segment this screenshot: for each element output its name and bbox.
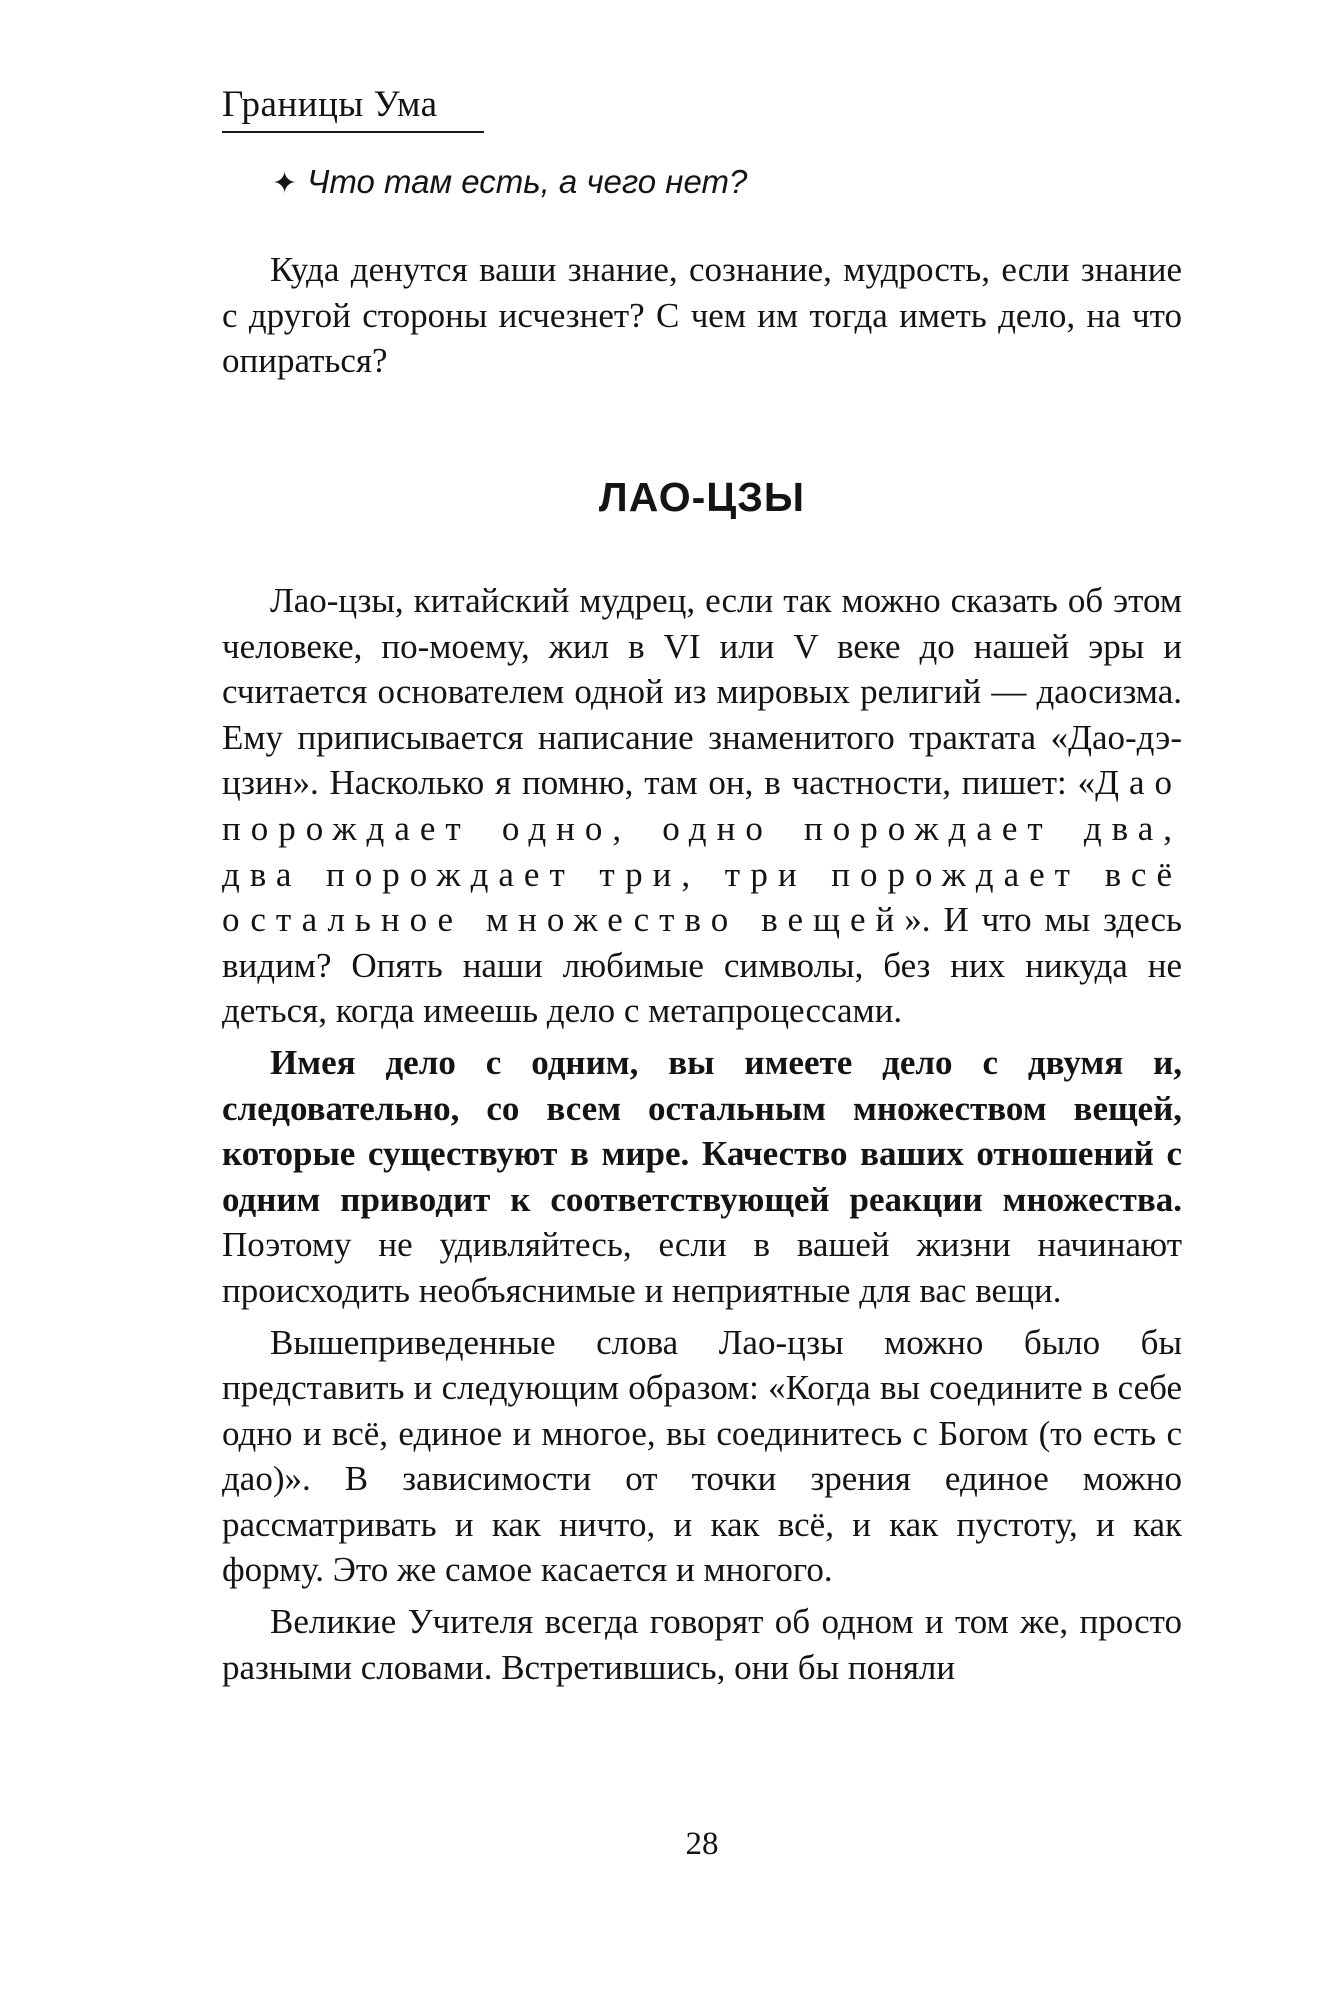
paragraph-1 (222, 578, 1182, 1034)
section-heading: ЛАО-ЦЗЫ (598, 474, 806, 520)
paragraph-2-bold: Имея дело с одним, вы имеете дело с двумя и, следовательно, со всем остальным множеством вещей, которые существуют в мире. Качество ваших отношений с одним приводит к соответствующей реакции множества. (222, 1042, 1182, 1219)
question-text: Что там есть, а чего нет? (307, 163, 748, 200)
question-line (272, 165, 747, 199)
body-text (222, 578, 1182, 1690)
intro-paragraph: Куда денутся ваши знание, сознание, мудрость, если знание с другой стороны исчезнет? С чем им тогда иметь дело, на что опираться? (222, 250, 1182, 381)
intro-block (222, 247, 1182, 384)
star-bullet-icon: ✦ (272, 167, 298, 200)
book-page (222, 80, 1182, 1920)
paragraph-2-regular: Поэтому не удивляйтесь, если в вашей жизни начинают происходить необъяснимые и неприятные для вас вещи. (222, 1225, 1182, 1310)
tao-quote: Дао порождает одно, одно порождает два, два порождает три, три порождает всё остальное множество вещей (222, 763, 1182, 940)
paragraph-2 (222, 1040, 1182, 1314)
paragraph-3: Вышеприведенные слова Лао-цзы можно было бы представить и следующим образом: «Когда вы соедините в себе одно и всё, единое и многое, вы соединитесь с Богом (то есть с дао)». В зависимости от точки зрения единое можно рассматривать и как ничто, и как всё, и как пустоту, и как форму. Это же самое касается и многого. (222, 1322, 1182, 1590)
page-number: 28 (685, 1826, 719, 1862)
paragraph-4: Великие Учителя всегда говорят об одном и том же, просто разными словами. Встретившись, они бы поняли (222, 1602, 1182, 1687)
paragraph-1-outro: ». И что мы здесь видим? Опять наши любимые символы, без них никуда не деться, когда имеешь дело с метапроцессами. (222, 900, 1182, 1031)
running-head: Границы Ума (222, 86, 484, 133)
paragraph-1-intro: Лао-цзы, китайский мудрец, если так можно сказать об этом человеке, по-моему, жил в VI или V веке до нашей эры и считается основателем одной из мировых религий — даосизма. Ему приписывается написание знаменитого трактата «Дао-дэ-цзин». Насколько я помню, там он, в частности, пишет: « (222, 581, 1182, 803)
